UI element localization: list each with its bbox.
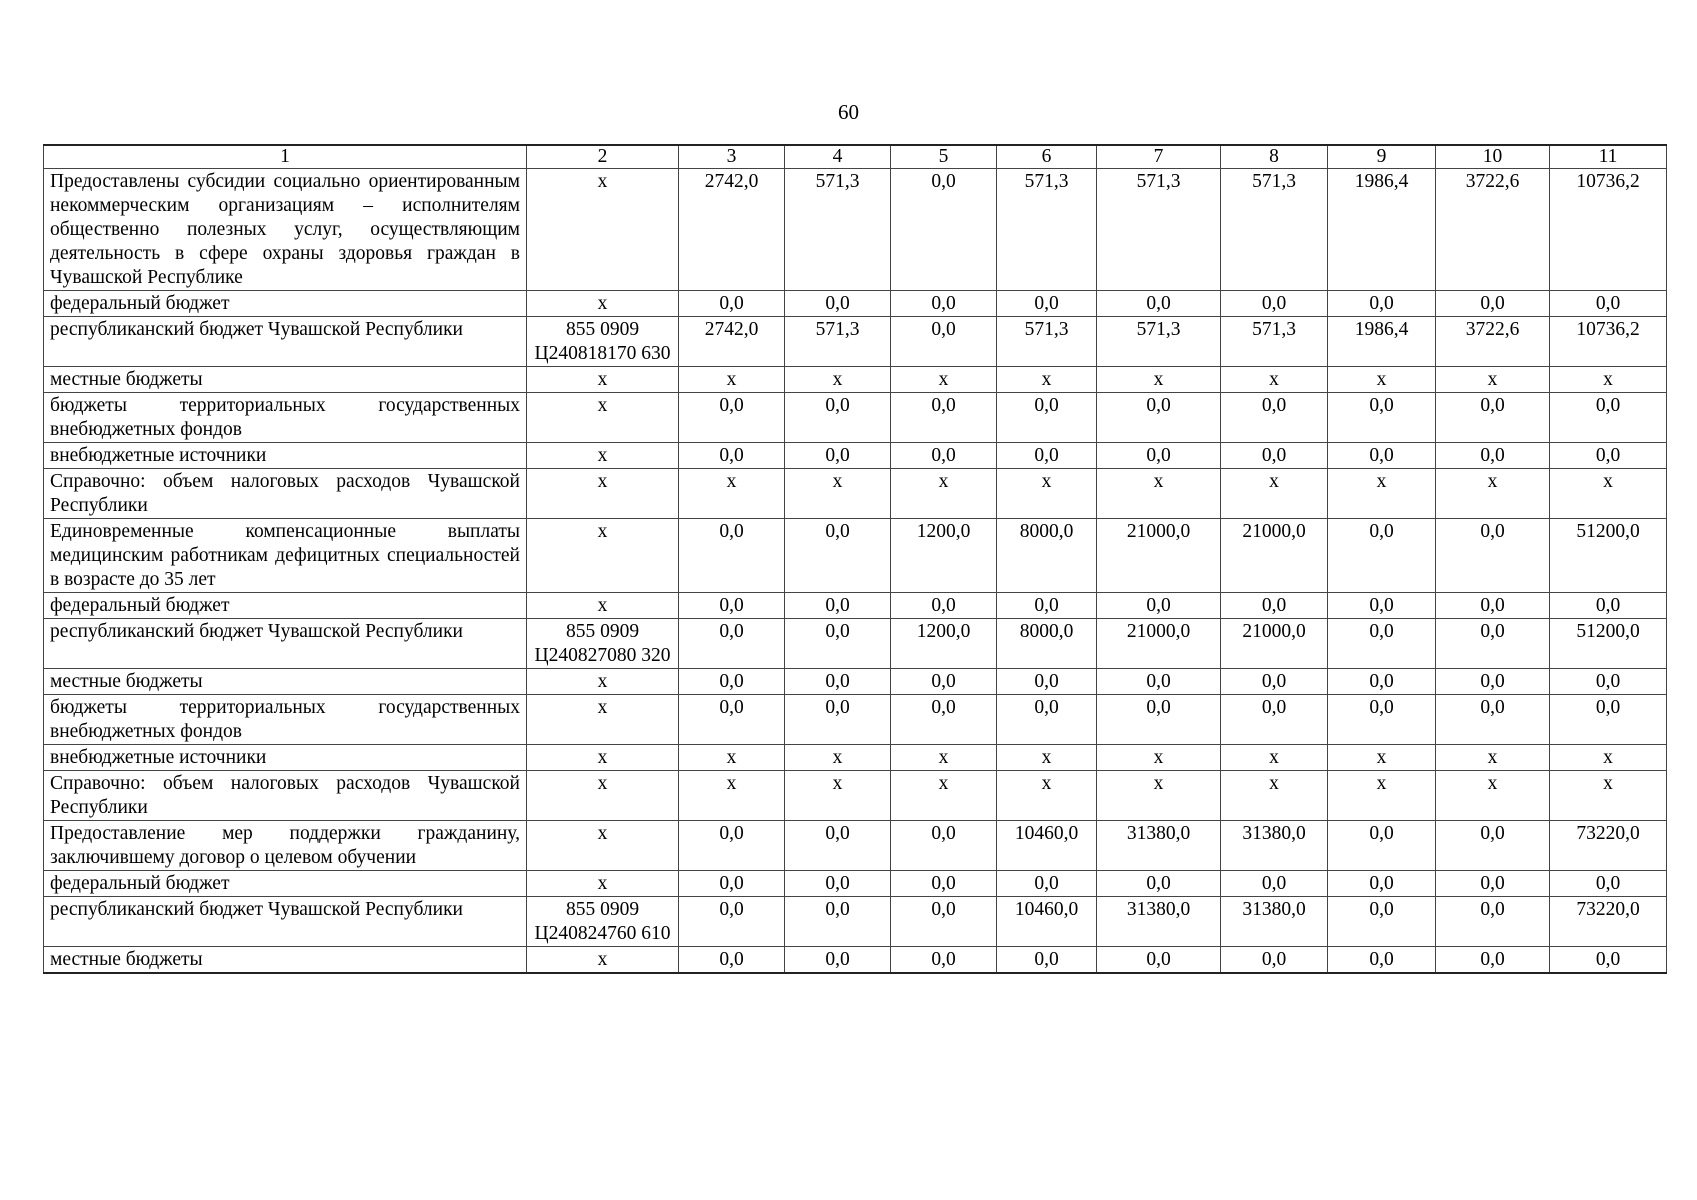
row-label: федеральный бюджет — [44, 593, 527, 619]
row-label: бюджеты территориальных государственных внебюджетных фондов — [44, 695, 527, 745]
value-cell: 0,0 — [1436, 947, 1550, 974]
value-cell: 0,0 — [997, 291, 1097, 317]
value-cell: 0,0 — [1436, 393, 1550, 443]
value-cell: 571,3 — [997, 317, 1097, 367]
column-number: 2 — [527, 145, 679, 169]
value-cell: 0,0 — [1097, 871, 1221, 897]
budget-code: x — [527, 593, 679, 619]
value-cell: 0,0 — [997, 669, 1097, 695]
value-cell: 2742,0 — [679, 169, 785, 291]
value-cell: 0,0 — [997, 695, 1097, 745]
table-row — [44, 745, 1667, 771]
table-row — [44, 291, 1667, 317]
value-cell: x — [1550, 367, 1667, 393]
table-row — [44, 317, 1667, 367]
value-cell: 0,0 — [1328, 619, 1436, 669]
value-cell: 0,0 — [1436, 897, 1550, 947]
value-cell: x — [1328, 469, 1436, 519]
value-cell: 0,0 — [1097, 443, 1221, 469]
column-number-row — [44, 145, 1667, 169]
value-cell: 0,0 — [1097, 593, 1221, 619]
value-cell: 0,0 — [1328, 871, 1436, 897]
row-label: Предоставлены субсидии социально ориентированным некоммерческим организациям – исполнителям общественно полезных услуг, осуществляющим деятельность в сфере охраны здоровья граждан в Чувашской Республике — [44, 169, 527, 291]
value-cell: x — [1436, 367, 1550, 393]
value-cell: 0,0 — [891, 669, 997, 695]
table-row — [44, 519, 1667, 593]
budget-code: x — [527, 695, 679, 745]
value-cell: x — [1221, 745, 1328, 771]
budget-code: x — [527, 519, 679, 593]
value-cell: 0,0 — [1097, 695, 1221, 745]
value-cell: 0,0 — [1436, 519, 1550, 593]
value-cell: 0,0 — [1550, 695, 1667, 745]
value-cell: 0,0 — [1436, 443, 1550, 469]
value-cell: 1986,4 — [1328, 317, 1436, 367]
value-cell: 0,0 — [679, 519, 785, 593]
row-label: федеральный бюджет — [44, 291, 527, 317]
value-cell: 3722,6 — [1436, 169, 1550, 291]
value-cell: 1200,0 — [891, 619, 997, 669]
budget-code: x — [527, 367, 679, 393]
value-cell: 0,0 — [1328, 443, 1436, 469]
column-number: 9 — [1328, 145, 1436, 169]
budget-code: x — [527, 291, 679, 317]
value-cell: x — [1328, 771, 1436, 821]
table-row — [44, 169, 1667, 291]
value-cell: 0,0 — [1328, 593, 1436, 619]
column-number: 7 — [1097, 145, 1221, 169]
value-cell: 8000,0 — [997, 519, 1097, 593]
budget-code: x — [527, 745, 679, 771]
row-label: Единовременные компенсационные выплаты медицинским работникам дефицитных специальностей в возрасте до 35 лет — [44, 519, 527, 593]
value-cell: 0,0 — [1221, 871, 1328, 897]
value-cell: 10460,0 — [997, 897, 1097, 947]
value-cell: 0,0 — [1221, 947, 1328, 974]
value-cell: 21000,0 — [1097, 619, 1221, 669]
value-cell: 0,0 — [891, 897, 997, 947]
value-cell: 0,0 — [679, 593, 785, 619]
page-number: 60 — [838, 100, 859, 124]
value-cell: 0,0 — [1550, 871, 1667, 897]
value-cell: 0,0 — [1328, 669, 1436, 695]
value-cell: 0,0 — [1436, 619, 1550, 669]
value-cell: 73220,0 — [1550, 897, 1667, 947]
value-cell: 21000,0 — [1221, 519, 1328, 593]
column-number: 8 — [1221, 145, 1328, 169]
value-cell: x — [1221, 771, 1328, 821]
row-label: Предоставление мер поддержки гражданину, заключившему договор о целевом обучении — [44, 821, 527, 871]
value-cell: 51200,0 — [1550, 519, 1667, 593]
value-cell: x — [1097, 771, 1221, 821]
value-cell: 0,0 — [785, 821, 891, 871]
row-label: бюджеты территориальных государственных внебюджетных фондов — [44, 393, 527, 443]
value-cell: 0,0 — [997, 593, 1097, 619]
value-cell: 0,0 — [785, 443, 891, 469]
value-cell: 0,0 — [997, 393, 1097, 443]
column-number: 4 — [785, 145, 891, 169]
value-cell: 10736,2 — [1550, 169, 1667, 291]
value-cell: x — [785, 367, 891, 393]
value-cell: 0,0 — [1550, 291, 1667, 317]
value-cell: 0,0 — [1436, 871, 1550, 897]
value-cell: x — [1328, 367, 1436, 393]
budget-code: x — [527, 771, 679, 821]
value-cell: 0,0 — [785, 669, 891, 695]
value-cell: 571,3 — [1097, 169, 1221, 291]
value-cell: 0,0 — [1221, 393, 1328, 443]
table-row — [44, 469, 1667, 519]
column-number: 3 — [679, 145, 785, 169]
value-cell: x — [1328, 745, 1436, 771]
column-number: 11 — [1550, 145, 1667, 169]
value-cell: 0,0 — [997, 443, 1097, 469]
row-label: Справочно: объем налоговых расходов Чувашской Республики — [44, 771, 527, 821]
value-cell: 0,0 — [785, 947, 891, 974]
value-cell: 0,0 — [679, 443, 785, 469]
row-label: Справочно: объем налоговых расходов Чувашской Республики — [44, 469, 527, 519]
budget-code: x — [527, 393, 679, 443]
value-cell: 0,0 — [891, 695, 997, 745]
row-label: местные бюджеты — [44, 669, 527, 695]
value-cell: x — [891, 469, 997, 519]
table-row — [44, 897, 1667, 947]
value-cell: 21000,0 — [1221, 619, 1328, 669]
value-cell: 0,0 — [1328, 821, 1436, 871]
value-cell: 571,3 — [785, 317, 891, 367]
value-cell: 0,0 — [891, 821, 997, 871]
value-cell: 0,0 — [1097, 291, 1221, 317]
value-cell: 0,0 — [679, 897, 785, 947]
value-cell: 571,3 — [1221, 317, 1328, 367]
value-cell: x — [1550, 469, 1667, 519]
value-cell: x — [679, 367, 785, 393]
value-cell: 31380,0 — [1097, 821, 1221, 871]
value-cell: 31380,0 — [1221, 821, 1328, 871]
value-cell: 0,0 — [1221, 443, 1328, 469]
value-cell: x — [1436, 469, 1550, 519]
value-cell: 0,0 — [1097, 393, 1221, 443]
value-cell: 0,0 — [785, 519, 891, 593]
value-cell: 0,0 — [679, 947, 785, 974]
column-number: 6 — [997, 145, 1097, 169]
value-cell: 0,0 — [1221, 695, 1328, 745]
value-cell: 0,0 — [1436, 291, 1550, 317]
budget-code: x — [527, 871, 679, 897]
value-cell: 0,0 — [1436, 593, 1550, 619]
value-cell: 0,0 — [891, 169, 997, 291]
value-cell: 1200,0 — [891, 519, 997, 593]
value-cell: x — [679, 469, 785, 519]
table-row — [44, 947, 1667, 974]
value-cell: 0,0 — [1550, 947, 1667, 974]
value-cell: 0,0 — [1328, 291, 1436, 317]
value-cell: 571,3 — [1097, 317, 1221, 367]
value-cell: 0,0 — [1221, 291, 1328, 317]
value-cell: 1986,4 — [1328, 169, 1436, 291]
value-cell: 0,0 — [679, 393, 785, 443]
value-cell: 0,0 — [891, 871, 997, 897]
value-cell: 0,0 — [1436, 695, 1550, 745]
value-cell: 0,0 — [679, 821, 785, 871]
value-cell: 0,0 — [785, 871, 891, 897]
column-number: 10 — [1436, 145, 1550, 169]
table-row — [44, 367, 1667, 393]
value-cell: x — [891, 771, 997, 821]
value-cell: 0,0 — [785, 619, 891, 669]
value-cell: 0,0 — [1550, 393, 1667, 443]
value-cell: 21000,0 — [1097, 519, 1221, 593]
value-cell: 3722,6 — [1436, 317, 1550, 367]
value-cell: x — [1097, 469, 1221, 519]
value-cell: 0,0 — [891, 593, 997, 619]
value-cell: 0,0 — [1221, 669, 1328, 695]
value-cell: x — [679, 771, 785, 821]
table-row — [44, 695, 1667, 745]
value-cell: 0,0 — [1328, 897, 1436, 947]
table-row — [44, 669, 1667, 695]
value-cell: x — [997, 367, 1097, 393]
value-cell: x — [1097, 745, 1221, 771]
value-cell: 0,0 — [1550, 443, 1667, 469]
value-cell: x — [1221, 469, 1328, 519]
value-cell: x — [1436, 771, 1550, 821]
value-cell: x — [1550, 771, 1667, 821]
value-cell: 0,0 — [891, 947, 997, 974]
row-label: местные бюджеты — [44, 947, 527, 974]
value-cell: x — [997, 771, 1097, 821]
value-cell: 0,0 — [1550, 593, 1667, 619]
value-cell: 10736,2 — [1550, 317, 1667, 367]
value-cell: 0,0 — [997, 947, 1097, 974]
row-label: республиканский бюджет Чувашской Республики — [44, 897, 527, 947]
budget-code: 855 0909 Ц240827080 320 — [527, 619, 679, 669]
value-cell: 0,0 — [785, 695, 891, 745]
value-cell: x — [891, 367, 997, 393]
value-cell: 51200,0 — [1550, 619, 1667, 669]
value-cell: 0,0 — [1328, 947, 1436, 974]
budget-code: x — [527, 443, 679, 469]
value-cell: 31380,0 — [1097, 897, 1221, 947]
value-cell: 0,0 — [785, 897, 891, 947]
table-row — [44, 771, 1667, 821]
value-cell: 0,0 — [891, 291, 997, 317]
table-body — [44, 145, 1667, 973]
budget-code: 855 0909 Ц240824760 610 — [527, 897, 679, 947]
value-cell: 571,3 — [1221, 169, 1328, 291]
value-cell: x — [891, 745, 997, 771]
value-cell: 0,0 — [1436, 669, 1550, 695]
table-row — [44, 393, 1667, 443]
value-cell: x — [785, 771, 891, 821]
table-row — [44, 619, 1667, 669]
table-row — [44, 821, 1667, 871]
row-label: федеральный бюджет — [44, 871, 527, 897]
value-cell: x — [785, 745, 891, 771]
value-cell: 0,0 — [785, 593, 891, 619]
row-label: внебюджетные источники — [44, 443, 527, 469]
budget-code: x — [527, 821, 679, 871]
value-cell: 0,0 — [785, 291, 891, 317]
table-row — [44, 443, 1667, 469]
column-number: 1 — [44, 145, 527, 169]
budget-code: x — [527, 469, 679, 519]
value-cell: x — [679, 745, 785, 771]
value-cell: x — [1221, 367, 1328, 393]
value-cell: 73220,0 — [1550, 821, 1667, 871]
value-cell: x — [1550, 745, 1667, 771]
value-cell: 0,0 — [1221, 593, 1328, 619]
value-cell: 2742,0 — [679, 317, 785, 367]
value-cell: 10460,0 — [997, 821, 1097, 871]
value-cell: 0,0 — [785, 393, 891, 443]
value-cell: 0,0 — [891, 393, 997, 443]
value-cell: 571,3 — [997, 169, 1097, 291]
value-cell: x — [1436, 745, 1550, 771]
value-cell: 0,0 — [1097, 947, 1221, 974]
value-cell: 8000,0 — [997, 619, 1097, 669]
value-cell: 0,0 — [1328, 695, 1436, 745]
row-label: внебюджетные источники — [44, 745, 527, 771]
table-row — [44, 871, 1667, 897]
value-cell: 0,0 — [891, 443, 997, 469]
value-cell: 0,0 — [1328, 393, 1436, 443]
value-cell: 0,0 — [1436, 821, 1550, 871]
value-cell: 0,0 — [1328, 519, 1436, 593]
value-cell: 0,0 — [1097, 669, 1221, 695]
budget-code: x — [527, 169, 679, 291]
budget-code: x — [527, 947, 679, 974]
value-cell: 31380,0 — [1221, 897, 1328, 947]
value-cell: 0,0 — [679, 871, 785, 897]
value-cell: x — [1097, 367, 1221, 393]
value-cell: 0,0 — [679, 669, 785, 695]
value-cell: 0,0 — [679, 291, 785, 317]
column-number: 5 — [891, 145, 997, 169]
value-cell: x — [997, 469, 1097, 519]
budget-code: 855 0909 Ц240818170 630 — [527, 317, 679, 367]
value-cell: 0,0 — [891, 317, 997, 367]
row-label: республиканский бюджет Чувашской Республики — [44, 619, 527, 669]
value-cell: 0,0 — [1550, 669, 1667, 695]
row-label: республиканский бюджет Чувашской Республики — [44, 317, 527, 367]
value-cell: x — [997, 745, 1097, 771]
value-cell: 0,0 — [997, 871, 1097, 897]
value-cell: 0,0 — [679, 695, 785, 745]
value-cell: x — [785, 469, 891, 519]
table-row — [44, 593, 1667, 619]
budget-table — [43, 144, 1667, 974]
row-label: местные бюджеты — [44, 367, 527, 393]
budget-code: x — [527, 669, 679, 695]
value-cell: 571,3 — [785, 169, 891, 291]
value-cell: 0,0 — [679, 619, 785, 669]
